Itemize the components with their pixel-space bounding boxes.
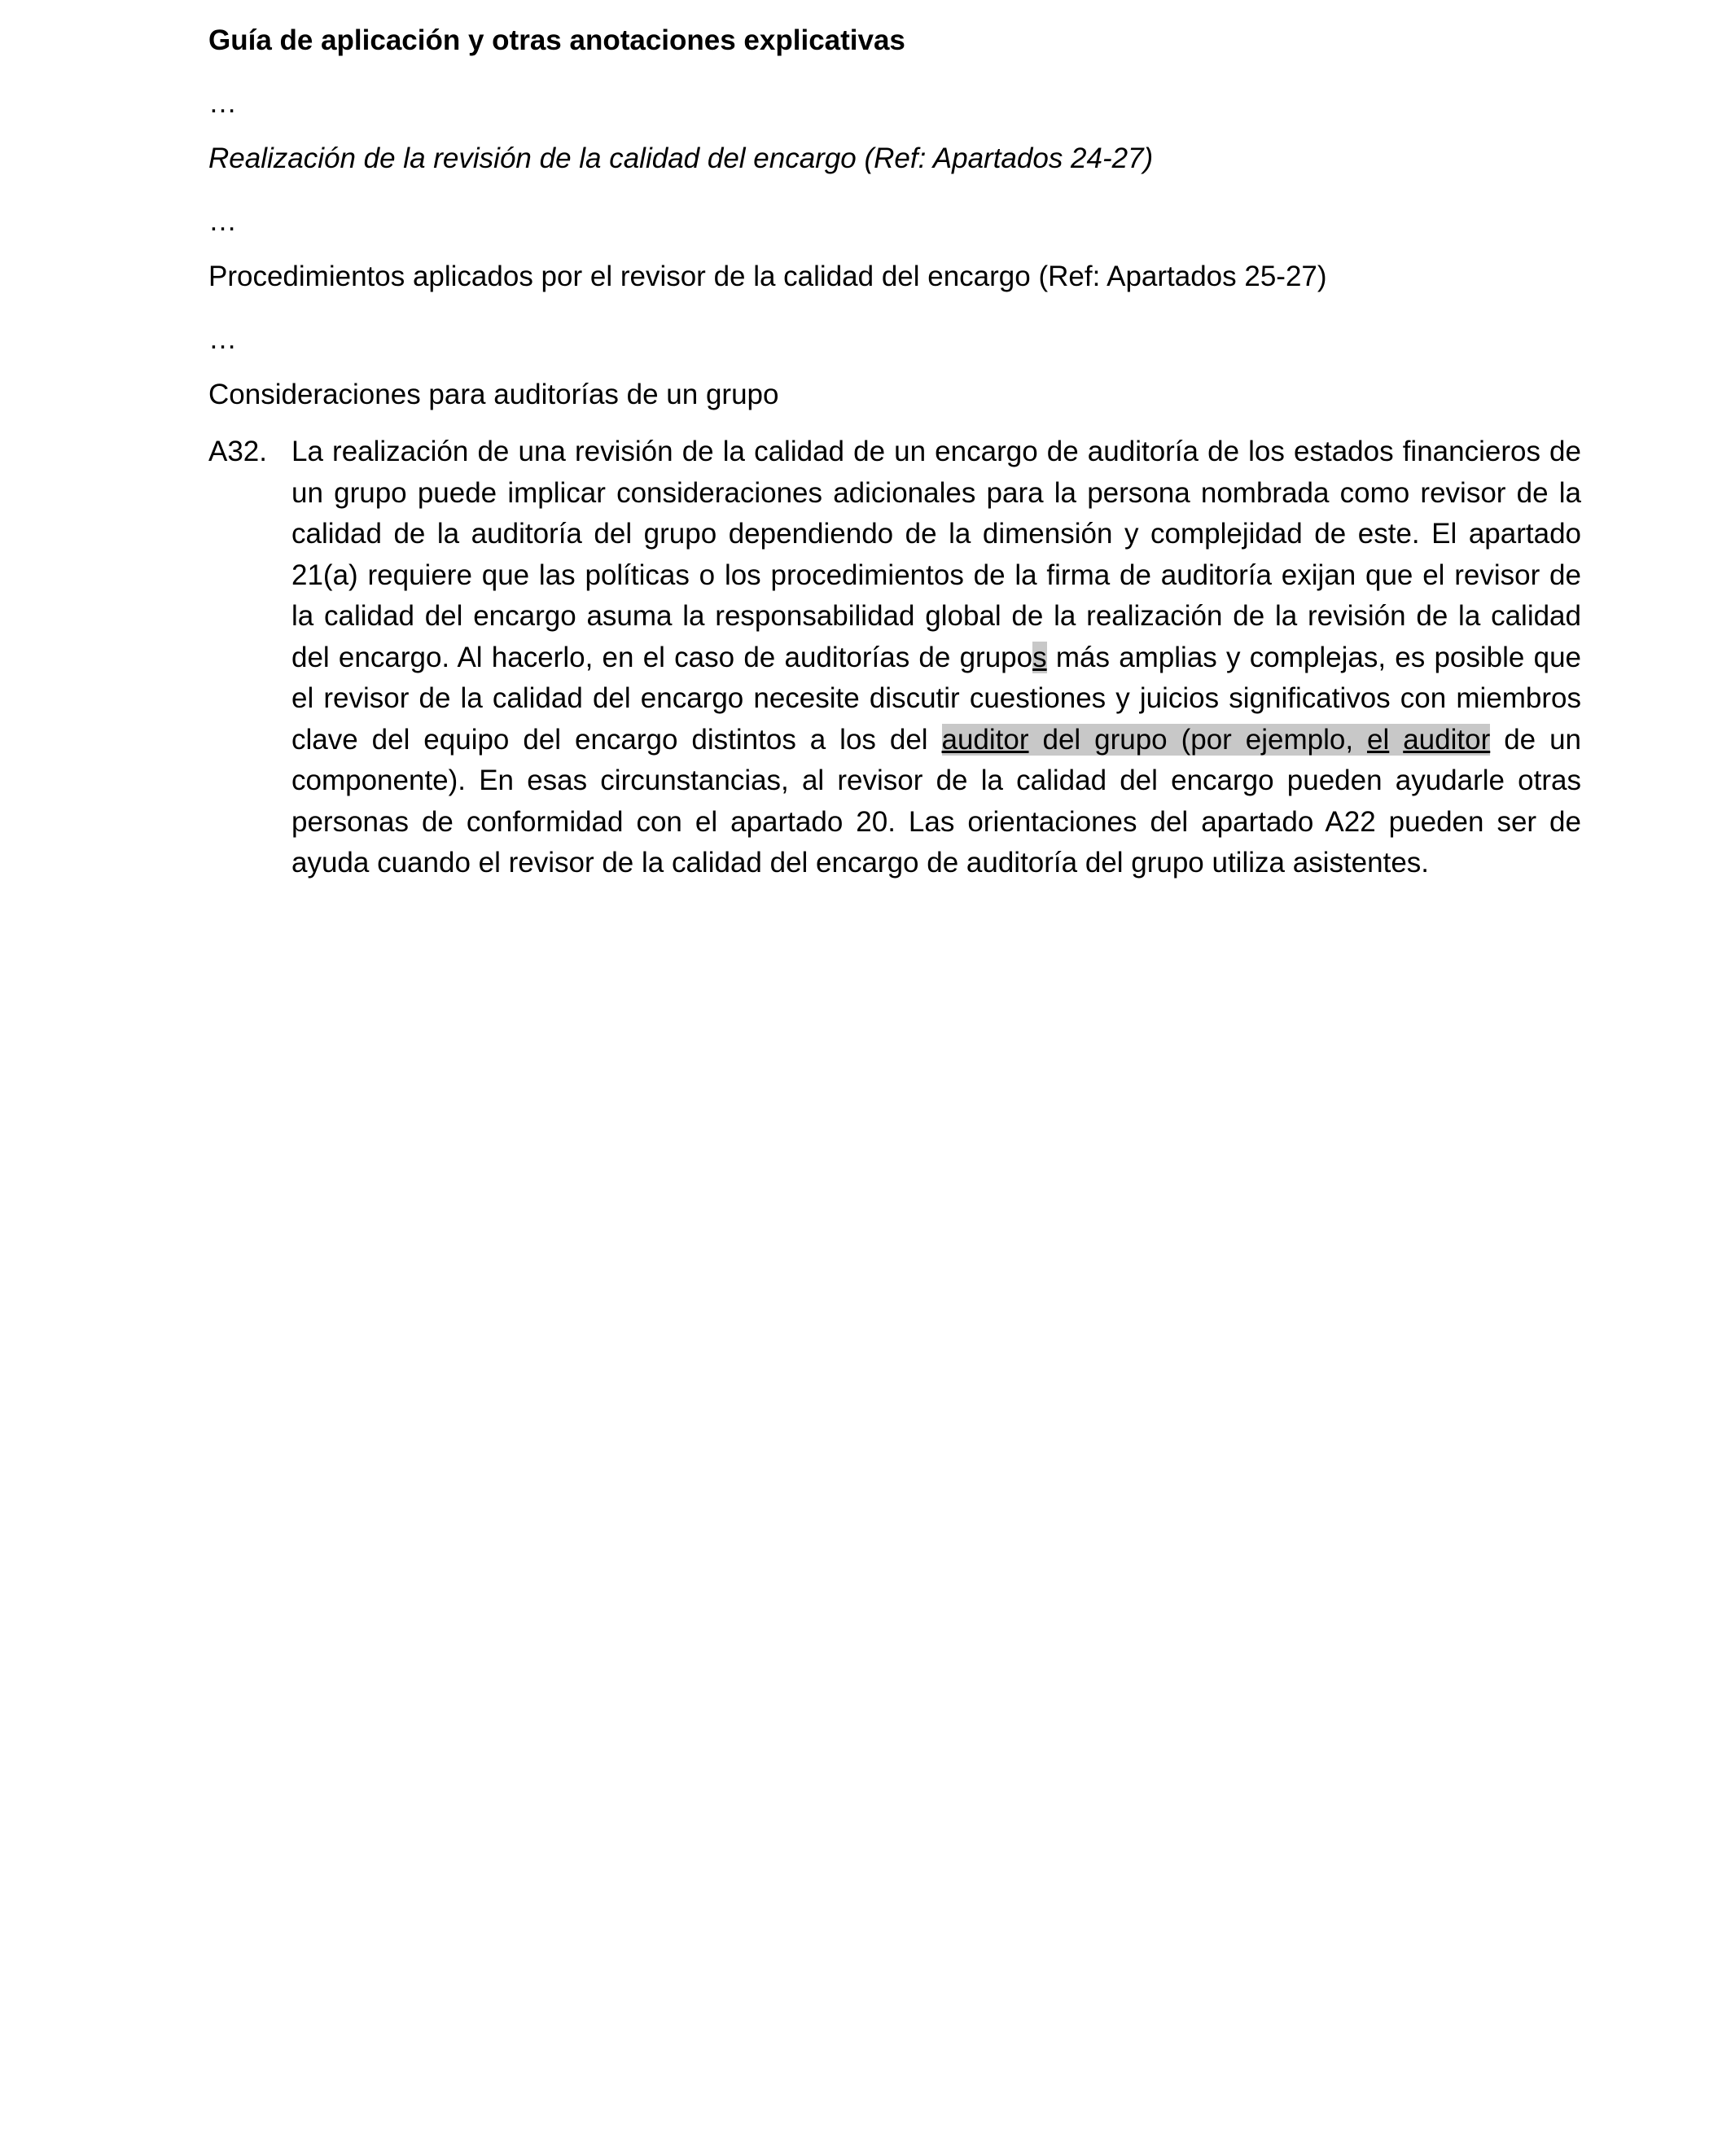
paragraph-text: La realización de una revisión de la calidad de un encargo de auditoría de los estados financieros de un grupo puede implicar consideraciones adicionales para la persona nombrada como revisor de la calidad de la auditoría del grupo dependiendo de la dimensión y complejidad de este. El apartado 21(a) requiere que las políticas o los procedimientos de la firma de auditoría exijan que el revisor de la calidad del encargo asuma la responsabilidad global de la realización de la revisión de la calidad del encargo. Al hacerlo, en el caso de auditorías de grupo — [291, 436, 1581, 673]
tracked-change-insertion: el — [1367, 723, 1390, 756]
ellipsis: … — [208, 323, 237, 355]
paragraph-a32 — [291, 432, 1581, 884]
highlighted-text — [1389, 724, 1403, 756]
ellipsis: … — [208, 87, 237, 119]
paragraph-text: más amplias y complejas, es posible que el revisor de la calidad del encargo necesite discutir cuestiones y juicios significativos con miembros clave del equipo del encargo distintos a los del — [291, 641, 1582, 756]
paragraph-number: A32. — [208, 436, 267, 467]
tracked-change-insertion: s — [1032, 641, 1047, 673]
subheading-group-audits: Consideraciones para auditorías de un grupo — [208, 379, 779, 410]
tracked-change-insertion: auditor — [1403, 723, 1491, 756]
highlighted-text: del grupo (por ejemplo, — [1028, 723, 1368, 756]
tracked-change-insertion: auditor — [941, 723, 1029, 756]
subheading-quality-review: Realización de la revisión de la calidad del encargo (Ref: Apartados 24-27) — [208, 142, 1154, 174]
ellipsis: … — [208, 205, 237, 237]
section-heading: Guía de aplicación y otras anotaciones explicativas — [208, 24, 905, 56]
paragraph-text: de un componente). En esas circunstancias, al revisor de la calidad del encargo pueden ayudarle otras personas de conformidad con el apartado 20. Las orientaciones del apartado A22 pueden ser de ayuda cuando el revisor de la calidad del encargo de auditoría del grupo utiliza asistentes. — [291, 723, 1581, 879]
subheading-procedures: Procedimientos aplicados por el revisor de la calidad del encargo (Ref: Apartados 25-27) — [208, 261, 1327, 292]
